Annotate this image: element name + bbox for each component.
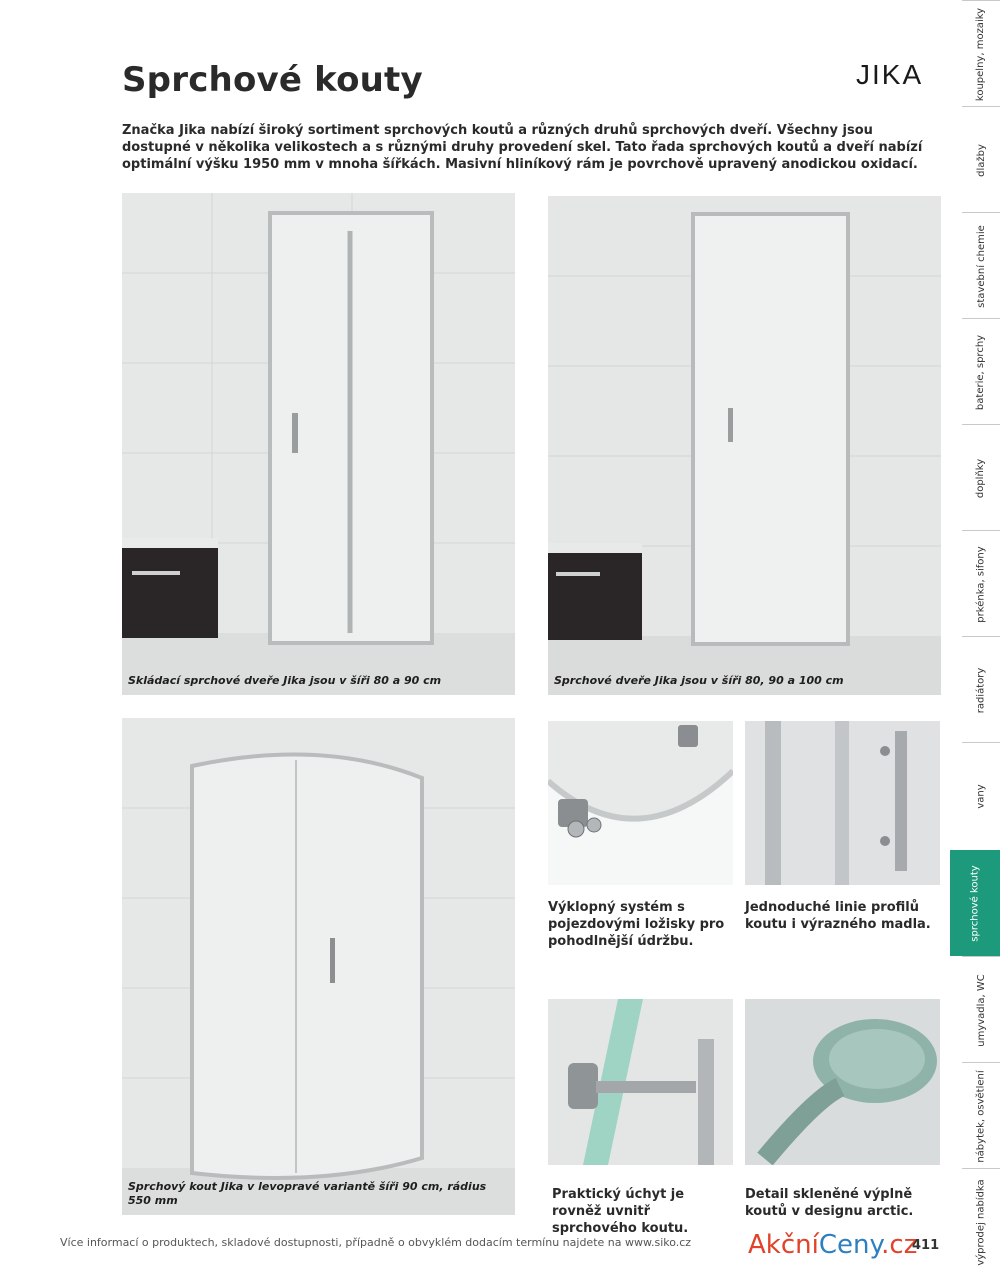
footer-info: Více informací o produktech, skladové dostupnosti, případně o obvyklém dodacím termínu najdete na www.siko.cz	[60, 1236, 692, 1249]
tab-umyvadla-wc[interactable]	[962, 956, 1000, 1063]
tab-sprchove-kouty[interactable]	[950, 850, 1000, 956]
tab-prkenka-sifony[interactable]	[962, 530, 1000, 637]
tab-nabytek-osvetleni[interactable]	[962, 1062, 1000, 1169]
handle-text: Praktický úchyt je rovněž uvnitř sprchového koutu.	[552, 1187, 689, 1236]
tilt-system-text: Výklopný systém s pojezdovými ložisky pro pohodlnější údržbu.	[548, 900, 725, 949]
tab-label: výprodej nabídka	[975, 1179, 987, 1266]
tilt-system-photo	[548, 721, 733, 885]
intro-text: Značka Jika nabízí široký sortiment sprchových koutů a různých druhů sprchových dveří. Všechny jsou dostupné v několika velikostech a s různými druhy provedení skel. Tato řada sprchových koutů a dveří nabízí optimální výšku 1950 mm v mnoha šířkách. Masivní hliníkový rám je povrchově upravený anodickou oxidací.	[122, 123, 923, 172]
category-sidebar	[962, 0, 1000, 1275]
profile-lines-text: Jednoduché linie profilů koutu i výrazného madla.	[745, 900, 931, 932]
corner-enclosure-photo	[122, 718, 515, 1215]
tab-label: umyvadla, WC	[975, 973, 987, 1047]
tab-radiatory[interactable]	[962, 636, 1000, 743]
watermark-part2: Ceny	[818, 1230, 882, 1260]
tab-label: sprchové kouty	[969, 864, 981, 942]
tab-dlazby[interactable]	[962, 106, 1000, 213]
glass-detail-photo	[745, 999, 940, 1165]
folding-door-caption: Skládací sprchové dveře Jika jsou v šíři 80 a 90 cm	[128, 674, 442, 687]
profile-lines-photo	[745, 721, 940, 885]
tab-vany[interactable]	[962, 742, 1000, 849]
tab-label: radiátory	[975, 667, 987, 713]
tab-doplnky[interactable]	[962, 424, 1000, 531]
tab-label: dlažby	[975, 143, 987, 177]
tab-label: koupelny, mozaiky	[975, 7, 987, 101]
svg-text:JIKA: JIKA	[856, 59, 924, 90]
watermark-part3: .cz	[881, 1230, 918, 1260]
tab-koupelny-mozaiky[interactable]	[962, 0, 1000, 107]
corner-enclosure-caption: Sprchový kout Jika v levopravé variantě šíři 90 cm, rádius 550 mm	[128, 1180, 487, 1207]
tab-label: vany	[975, 783, 987, 809]
tab-label: prkénka, sifony	[975, 545, 987, 623]
tab-label: baterie, sprchy	[975, 334, 987, 410]
tab-baterie-sprchy[interactable]	[962, 318, 1000, 425]
shower-door-caption: Sprchové dveře Jika jsou v šíři 80, 90 a 100 cm	[554, 674, 844, 687]
watermark-part1: Akční	[748, 1230, 819, 1260]
tab-label: stavební chemie	[975, 224, 987, 308]
watermark-logo	[748, 1230, 917, 1260]
handle-photo	[548, 999, 733, 1165]
glass-detail-text: Detail skleněné výplně koutů v designu arctic.	[745, 1187, 914, 1219]
jika-logo	[856, 58, 946, 90]
shower-door-photo	[548, 196, 941, 695]
tab-stavebni-chemie[interactable]	[962, 212, 1000, 319]
tab-vyprodej-nabidka[interactable]	[962, 1168, 1000, 1276]
page-title: Sprchové kouty	[122, 60, 423, 100]
page-number: 411	[912, 1238, 940, 1253]
folding-door-photo	[122, 193, 515, 695]
tab-label: nábytek, osvětlení	[975, 1069, 987, 1163]
tab-label: doplňky	[975, 458, 987, 498]
